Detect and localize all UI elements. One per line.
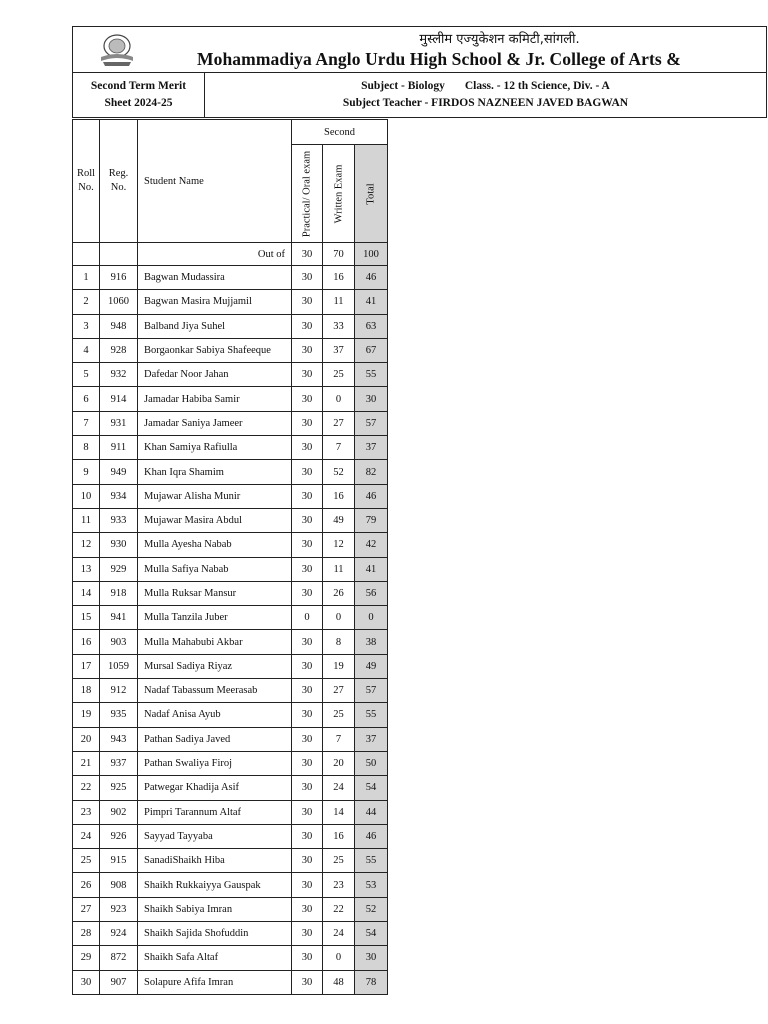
table-row: [73, 824, 388, 848]
header-written-cell: [323, 145, 355, 243]
table-row: [73, 849, 388, 873]
table-row: [73, 727, 388, 751]
table-row: [73, 557, 388, 581]
table-row: [73, 484, 388, 508]
roll-no-cell: 5: [73, 363, 100, 387]
practical-marks-cell: 30: [292, 581, 323, 605]
written-marks-cell: 25: [323, 363, 355, 387]
roll-no-cell: 16: [73, 630, 100, 654]
total-marks-cell: 37: [355, 436, 388, 460]
student-name-cell: Khan Iqra Shamim: [138, 460, 292, 484]
roll-no-cell: 24: [73, 824, 100, 848]
written-marks-cell: 16: [323, 266, 355, 290]
subject-teacher: Subject Teacher - FIRDOS NAZNEEN JAVED BAGWAN: [342, 97, 629, 109]
reg-no-cell: 949: [100, 460, 138, 484]
roll-no-cell: 22: [73, 776, 100, 800]
student-name-cell: Dafedar Noor Jahan: [138, 363, 292, 387]
written-marks-cell: 0: [323, 606, 355, 630]
roll-no-cell: 12: [73, 533, 100, 557]
student-name-cell: Mulla Ayesha Nabab: [138, 533, 292, 557]
student-name-cell: Shaikh Safa Altaf: [138, 946, 292, 970]
written-marks-cell: 14: [323, 800, 355, 824]
total-marks-cell: 57: [355, 411, 388, 435]
practical-marks-cell: 30: [292, 411, 323, 435]
reg-no-cell: 915: [100, 849, 138, 873]
student-name-cell: Khan Samiya Rafiulla: [138, 436, 292, 460]
reg-no-cell: 872: [100, 946, 138, 970]
written-marks-cell: 37: [323, 338, 355, 362]
practical-marks-cell: 30: [292, 897, 323, 921]
written-marks-cell: 27: [323, 679, 355, 703]
total-marks-cell: 55: [355, 363, 388, 387]
total-marks-cell: 46: [355, 824, 388, 848]
total-marks-cell: 46: [355, 266, 388, 290]
roll-no-cell: 9: [73, 460, 100, 484]
reg-no-cell: 1059: [100, 654, 138, 678]
reg-no-cell: 934: [100, 484, 138, 508]
student-name-cell: Pathan Sadiya Javed: [138, 727, 292, 751]
reg-no-cell: 926: [100, 824, 138, 848]
student-name-cell: Nadaf Tabassum Meerasab: [138, 679, 292, 703]
roll-no-cell: 6: [73, 387, 100, 411]
school-name: Mohammadiya Anglo Urdu High School & Jr. College of Arts &: [197, 49, 681, 69]
table-row: [73, 776, 388, 800]
roll-no-cell: 26: [73, 873, 100, 897]
student-name-cell: Mulla Tanzila Juber: [138, 606, 292, 630]
practical-marks-cell: 30: [292, 849, 323, 873]
written-marks-cell: 16: [323, 484, 355, 508]
table-row: [73, 338, 388, 362]
reg-no-cell: 918: [100, 581, 138, 605]
student-name-cell: Mujawar Masira Abdul: [138, 508, 292, 532]
written-marks-cell: 0: [323, 946, 355, 970]
written-marks-cell: 49: [323, 508, 355, 532]
header-student-name: Student Name: [138, 120, 292, 243]
student-name-cell: Bagwan Masira Mujjamil: [138, 290, 292, 314]
roll-no-cell: 10: [73, 484, 100, 508]
practical-marks-cell: 30: [292, 533, 323, 557]
roll-no-cell: 3: [73, 314, 100, 338]
roll-no-cell: 18: [73, 679, 100, 703]
table-row: [73, 266, 388, 290]
reg-no-cell: 943: [100, 727, 138, 751]
reg-no-cell: 916: [100, 266, 138, 290]
written-marks-cell: 12: [323, 533, 355, 557]
written-marks-cell: 20: [323, 751, 355, 775]
header-practical-cell: [292, 145, 323, 243]
written-marks-cell: 33: [323, 314, 355, 338]
merit-table: [72, 119, 388, 995]
roll-no-cell: 21: [73, 751, 100, 775]
student-name-cell: Jamadar Saniya Jameer: [138, 411, 292, 435]
roll-no-cell: 7: [73, 411, 100, 435]
total-marks-cell: 78: [355, 970, 388, 994]
reg-no-cell: 923: [100, 897, 138, 921]
roll-no-cell: 25: [73, 849, 100, 873]
practical-marks-cell: 30: [292, 290, 323, 314]
total-marks-cell: 82: [355, 460, 388, 484]
reg-no-cell: 907: [100, 970, 138, 994]
practical-marks-cell: 30: [292, 727, 323, 751]
reg-no-cell: 948: [100, 314, 138, 338]
roll-no-cell: 19: [73, 703, 100, 727]
reg-no-cell: 928: [100, 338, 138, 362]
practical-marks-cell: 30: [292, 266, 323, 290]
practical-marks-cell: 30: [292, 557, 323, 581]
reg-no-cell: 941: [100, 606, 138, 630]
total-marks-cell: 49: [355, 654, 388, 678]
student-name-cell: Balband Jiya Suhel: [138, 314, 292, 338]
out-of-label: Out of: [138, 243, 292, 266]
sheet-header: [72, 26, 767, 118]
subject-class-line: [205, 78, 766, 95]
student-name-cell: Jamadar Habiba Samir: [138, 387, 292, 411]
total-marks-cell: 55: [355, 703, 388, 727]
table-row: [73, 703, 388, 727]
written-marks-cell: 16: [323, 824, 355, 848]
header-roll-no: Roll No.: [73, 120, 100, 243]
reg-no-cell: 930: [100, 533, 138, 557]
total-marks-cell: 57: [355, 679, 388, 703]
reg-no-cell: 931: [100, 411, 138, 435]
practical-marks-cell: 30: [292, 460, 323, 484]
roll-no-cell: 17: [73, 654, 100, 678]
total-marks-cell: 50: [355, 751, 388, 775]
total-marks-cell: 42: [355, 533, 388, 557]
written-marks-cell: 27: [323, 411, 355, 435]
header-practical-oral: Practical/ Oral exam: [301, 150, 313, 237]
student-name-cell: Mujawar Alisha Munir: [138, 484, 292, 508]
reg-no-cell: 911: [100, 436, 138, 460]
written-marks-cell: 25: [323, 849, 355, 873]
class-division-label: Class. - 12 th Science, Div. - A: [464, 80, 610, 92]
written-marks-cell: 7: [323, 727, 355, 751]
written-marks-cell: 0: [323, 387, 355, 411]
total-marks-cell: 52: [355, 897, 388, 921]
practical-marks-cell: 30: [292, 970, 323, 994]
written-marks-cell: 48: [323, 970, 355, 994]
student-name-cell: Pathan Swaliya Firoj: [138, 751, 292, 775]
total-marks-cell: 56: [355, 581, 388, 605]
term-box: [73, 73, 205, 118]
reg-no-cell: 933: [100, 508, 138, 532]
practical-marks-cell: 30: [292, 800, 323, 824]
header-total-cell: [355, 145, 388, 243]
table-row: [73, 654, 388, 678]
table-row: [73, 751, 388, 775]
header-total: Total: [365, 182, 377, 205]
table-row: [73, 897, 388, 921]
table-row: [73, 290, 388, 314]
roll-no-cell: 28: [73, 922, 100, 946]
table-row: [73, 606, 388, 630]
table-row: [73, 411, 388, 435]
practical-marks-cell: 30: [292, 824, 323, 848]
student-name-cell: Patwegar Khadija Asif: [138, 776, 292, 800]
total-marks-cell: 67: [355, 338, 388, 362]
written-marks-cell: 25: [323, 703, 355, 727]
reg-no-cell: 925: [100, 776, 138, 800]
written-marks-cell: 23: [323, 873, 355, 897]
roll-no-cell: 2: [73, 290, 100, 314]
written-marks-cell: 11: [323, 290, 355, 314]
header-written-exam: Written Exam: [333, 164, 344, 223]
reg-no-cell: 903: [100, 630, 138, 654]
table-row: [73, 679, 388, 703]
table-row: [73, 387, 388, 411]
table-row: [73, 581, 388, 605]
reg-no-cell: 932: [100, 363, 138, 387]
total-marks-cell: 54: [355, 922, 388, 946]
practical-marks-cell: 30: [292, 630, 323, 654]
written-marks-cell: 24: [323, 776, 355, 800]
practical-marks-cell: 30: [292, 679, 323, 703]
practical-marks-cell: 30: [292, 436, 323, 460]
written-marks-cell: 19: [323, 654, 355, 678]
total-marks-cell: 41: [355, 290, 388, 314]
practical-marks-cell: 30: [292, 484, 323, 508]
practical-marks-cell: 30: [292, 338, 323, 362]
total-marks-cell: 54: [355, 776, 388, 800]
reg-no-cell: 914: [100, 387, 138, 411]
roll-no-cell: 29: [73, 946, 100, 970]
practical-marks-cell: 30: [292, 363, 323, 387]
student-name-cell: Mulla Mahabubi Akbar: [138, 630, 292, 654]
student-name-cell: Shaikh Rukkaiyya Gauspak: [138, 873, 292, 897]
table-row: [73, 436, 388, 460]
student-name-cell: Borgaonkar Sabiya Shafeeque: [138, 338, 292, 362]
roll-no-cell: 14: [73, 581, 100, 605]
header-reg-no: Reg. No.: [100, 120, 138, 243]
total-marks-cell: 55: [355, 849, 388, 873]
student-name-cell: Mursal Sadiya Riyaz: [138, 654, 292, 678]
table-row: [73, 630, 388, 654]
table-row: [73, 314, 388, 338]
out-of-blank-reg: [100, 243, 138, 266]
table-row: [73, 873, 388, 897]
roll-no-cell: 8: [73, 436, 100, 460]
reg-no-cell: 908: [100, 873, 138, 897]
total-marks-cell: 30: [355, 387, 388, 411]
written-marks-cell: 11: [323, 557, 355, 581]
written-marks-cell: 7: [323, 436, 355, 460]
total-marks-cell: 46: [355, 484, 388, 508]
total-marks-cell: 37: [355, 727, 388, 751]
practical-marks-cell: 30: [292, 703, 323, 727]
reg-no-cell: 1060: [100, 290, 138, 314]
hindi-committee-title: मुस्लीम एज्युकेशन कमिटी,सांगली.: [419, 32, 580, 47]
table-row: [73, 800, 388, 824]
total-marks-cell: 41: [355, 557, 388, 581]
out-of-practical: 30: [292, 243, 323, 266]
practical-marks-cell: 30: [292, 751, 323, 775]
out-of-row: [73, 243, 388, 266]
practical-marks-cell: 30: [292, 508, 323, 532]
out-of-total: 100: [355, 243, 388, 266]
student-name-cell: Bagwan Mudassira: [138, 266, 292, 290]
header-second-term: Second: [292, 120, 388, 145]
roll-no-cell: 1: [73, 266, 100, 290]
roll-no-cell: 4: [73, 338, 100, 362]
roll-no-cell: 13: [73, 557, 100, 581]
header-info-row: [73, 73, 766, 119]
practical-marks-cell: 0: [292, 606, 323, 630]
total-marks-cell: 53: [355, 873, 388, 897]
total-marks-cell: 38: [355, 630, 388, 654]
table-row: [73, 508, 388, 532]
student-name-cell: Shaikh Sabiya Imran: [138, 897, 292, 921]
subject-box: [205, 73, 766, 123]
out-of-blank-roll: [73, 243, 100, 266]
written-marks-cell: 22: [323, 897, 355, 921]
practical-marks-cell: 30: [292, 873, 323, 897]
roll-no-cell: 11: [73, 508, 100, 532]
roll-no-cell: 27: [73, 897, 100, 921]
practical-marks-cell: 30: [292, 654, 323, 678]
roll-no-cell: 15: [73, 606, 100, 630]
reg-no-cell: 924: [100, 922, 138, 946]
total-marks-cell: 30: [355, 946, 388, 970]
table-row: [73, 533, 388, 557]
term-line-2: Sheet 2024-25: [104, 97, 173, 109]
table-row: [73, 970, 388, 994]
student-name-cell: Mulla Ruksar Mansur: [138, 581, 292, 605]
header-title-row: [73, 27, 766, 73]
practical-marks-cell: 30: [292, 922, 323, 946]
written-marks-cell: 26: [323, 581, 355, 605]
student-name-cell: Sayyad Tayyaba: [138, 824, 292, 848]
student-name-cell: Solapure Afifa Imran: [138, 970, 292, 994]
term-line-1: Second Term Merit: [90, 80, 187, 92]
practical-marks-cell: 30: [292, 946, 323, 970]
student-name-cell: Shaikh Sajida Shofuddin: [138, 922, 292, 946]
reg-no-cell: 912: [100, 679, 138, 703]
student-name-cell: Pimpri Tarannum Altaf: [138, 800, 292, 824]
written-marks-cell: 24: [323, 922, 355, 946]
total-marks-cell: 63: [355, 314, 388, 338]
reg-no-cell: 937: [100, 751, 138, 775]
out-of-written: 70: [323, 243, 355, 266]
roll-no-cell: 23: [73, 800, 100, 824]
student-name-cell: SanadiShaikh Hiba: [138, 849, 292, 873]
total-marks-cell: 79: [355, 508, 388, 532]
subject-label: Subject - Biology: [361, 80, 445, 92]
roll-no-cell: 30: [73, 970, 100, 994]
total-marks-cell: 44: [355, 800, 388, 824]
practical-marks-cell: 30: [292, 314, 323, 338]
reg-no-cell: 902: [100, 800, 138, 824]
reg-no-cell: 935: [100, 703, 138, 727]
table-row: [73, 946, 388, 970]
merit-table-body: [73, 243, 388, 995]
student-name-cell: Nadaf Anisa Ayub: [138, 703, 292, 727]
table-row: [73, 460, 388, 484]
written-marks-cell: 52: [323, 460, 355, 484]
roll-no-cell: 20: [73, 727, 100, 751]
reg-no-cell: 929: [100, 557, 138, 581]
written-marks-cell: 8: [323, 630, 355, 654]
table-row: [73, 922, 388, 946]
practical-marks-cell: 30: [292, 387, 323, 411]
total-marks-cell: 0: [355, 606, 388, 630]
table-row: [73, 363, 388, 387]
student-name-cell: Mulla Safiya Nabab: [138, 557, 292, 581]
practical-marks-cell: 30: [292, 776, 323, 800]
